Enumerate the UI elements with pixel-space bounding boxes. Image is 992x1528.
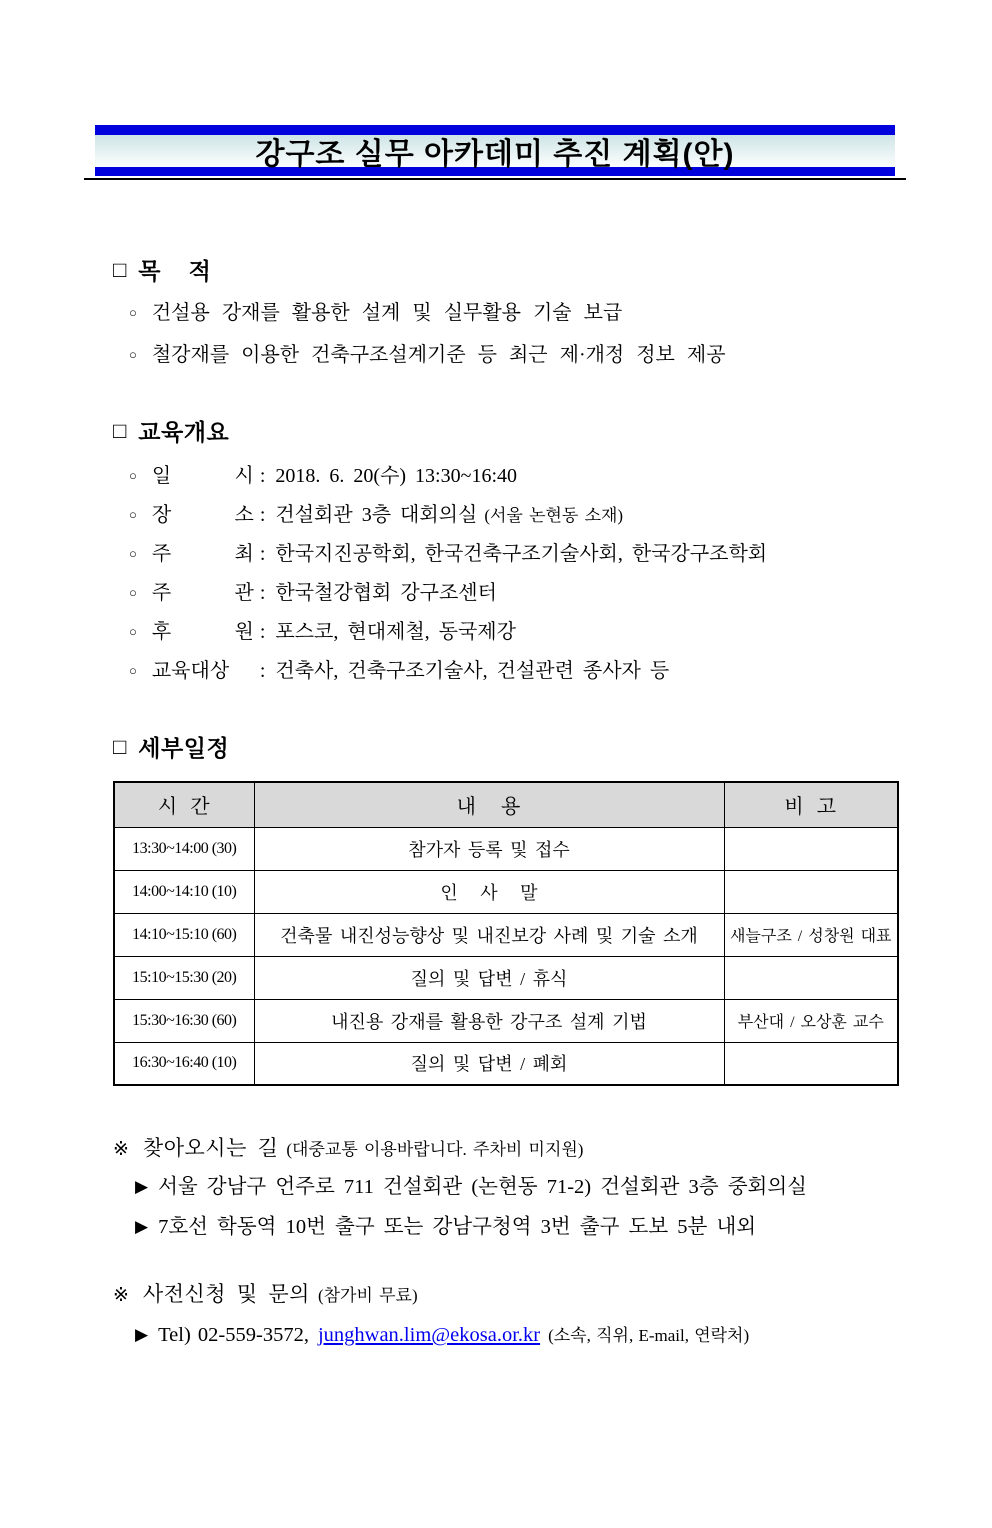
telephone-number: Tel) 02-559-3572, [158,1324,309,1346]
directions-note: (대중교통 이용바랍니다. 주차비 미지원) [286,1140,584,1159]
list-item [113,502,897,530]
directions-block [113,1132,897,1242]
list-item [113,300,897,328]
table-row [114,956,898,999]
schedule-time: 13:30~14:00 (30) [114,827,254,870]
table-row [114,827,898,870]
overview-item-colon: : [259,660,266,682]
title-banner [95,125,895,176]
schedule-remark [724,956,898,999]
purpose-heading-label: 목 적 [138,258,212,284]
overview-item-colon: : [259,543,266,565]
section-heading-purpose [113,253,897,286]
schedule-time: 15:30~16:30 (60) [114,999,254,1042]
overview-item-label: 후 원 [151,621,254,643]
schedule-remark: 새늘구조 / 성창원 대표 [724,913,898,956]
schedule-remark: 부산대 / 오상훈 교수 [724,999,898,1042]
schedule-content: 내진용 강재를 활용한 강구조 설계 기법 [254,999,724,1042]
column-header-remark: 비 고 [724,782,898,827]
square-marker-icon: □ [113,733,127,759]
list-item [113,342,897,370]
square-marker-icon: □ [113,417,127,443]
circle-bullet-icon: ○ [129,546,137,561]
overview-item-value: 건설회관 3층 대회의실 [275,504,478,526]
overview-item-label: 교육대상 [151,660,230,682]
schedule-content: 질의 및 답변 / 폐회 [254,1042,724,1085]
document-page [0,125,992,1528]
purpose-list [113,300,897,370]
schedule-remark [724,870,898,913]
table-row [114,870,898,913]
overview-item-colon: : [259,621,266,643]
overview-item-colon: : [259,504,266,526]
schedule-content: 건축물 내진성능향상 및 내진보강 사례 및 기술 소개 [254,913,724,956]
contact-title-line [113,1278,897,1308]
overview-item-value: 2018. 6. 20(수) 13:30~16:40 [275,465,517,487]
contact-note: (참가비 무료) [317,1286,418,1305]
overview-list [113,463,897,686]
reference-mark-icon: ※ [113,1285,129,1306]
list-item [113,463,897,491]
overview-item-value: 한국지진공학회, 한국건축구조기술사회, 한국강구조학회 [275,543,768,565]
schedule-heading-label: 세부일정 [138,735,230,761]
overview-item-label: 주 최 [151,543,254,565]
list-item [113,1213,897,1242]
overview-item-value: 건축사, 건축구조기술사, 건설관련 종사자 등 [275,660,670,682]
schedule-time: 15:10~15:30 (20) [114,956,254,999]
triangle-arrow-icon: ▶ [135,1177,149,1196]
list-item [113,1173,897,1202]
directions-title: 찾아오시는 길 [142,1136,279,1160]
column-header-time: 시 간 [114,782,254,827]
table-row [114,999,898,1042]
contact-block [113,1278,897,1350]
purpose-bullet-text: 건설용 강재를 활용한 설계 및 실무활용 기술 보급 [151,302,623,324]
overview-item-label: 주 관 [151,582,254,604]
contact-fields-note: (소속, 직위, E-mail, 연락처) [548,1326,750,1345]
overview-item-label: 장 소 [151,504,254,526]
list-item [113,658,897,686]
circle-bullet-icon: ○ [129,305,137,320]
table-header-row [114,782,898,827]
schedule-content: 인 사 말 [254,870,724,913]
overview-item-value: 한국철강협회 강구조센터 [275,582,497,604]
circle-bullet-icon: ○ [129,624,137,639]
circle-bullet-icon: ○ [129,585,137,600]
email-link[interactable]: junghwan.lim@ekosa.or.kr [317,1324,541,1346]
document-content [113,253,897,1350]
overview-item-label: 일 시 [151,465,254,487]
reference-mark-icon: ※ [113,1139,129,1160]
schedule-time: 16:30~16:40 (10) [114,1042,254,1085]
circle-bullet-icon: ○ [129,347,137,362]
purpose-bullet-text: 철강재를 이용한 건축구조설계기준 등 최근 제·개정 정보 제공 [151,344,726,366]
directions-title-line [113,1132,897,1162]
overview-item-note: (서울 논현동 소재) [484,506,624,525]
title-banner-wrap [84,125,906,180]
schedule-time: 14:00~14:10 (10) [114,870,254,913]
overview-item-colon: : [259,465,266,487]
circle-bullet-icon: ○ [129,507,137,522]
circle-bullet-icon: ○ [129,663,137,678]
schedule-content: 질의 및 답변 / 휴식 [254,956,724,999]
directions-line-text: 서울 강남구 언주로 711 건설회관 (논현동 71-2) 건설회관 3층 중회의실 [158,1176,807,1198]
contact-title: 사전신청 및 문의 [142,1282,310,1306]
section-heading-overview [113,414,897,447]
triangle-arrow-icon: ▶ [135,1325,149,1344]
overview-item-value: 포스코, 현대제철, 동국제강 [275,621,516,643]
contact-tel-line [113,1321,897,1350]
overview-item-colon: : [259,582,266,604]
triangle-arrow-icon: ▶ [135,1217,149,1236]
directions-line-text: 7호선 학동역 10번 출구 또는 강남구청역 3번 출구 도보 5분 내외 [158,1216,757,1238]
circle-bullet-icon: ○ [129,468,137,483]
overview-heading-label: 교육개요 [138,419,230,445]
list-item [113,619,897,647]
section-heading-schedule [113,730,897,763]
schedule-table [113,781,899,1086]
square-marker-icon: □ [113,256,127,282]
schedule-remark [724,1042,898,1085]
table-row [114,1042,898,1085]
column-header-content: 내 용 [254,782,724,827]
schedule-time: 14:10~15:10 (60) [114,913,254,956]
list-item [113,580,897,608]
schedule-content: 참가자 등록 및 접수 [254,827,724,870]
page-title: 강구조 실무 아카데미 추진 계획(안) [255,138,735,171]
schedule-remark [724,827,898,870]
table-row [114,913,898,956]
list-item [113,541,897,569]
